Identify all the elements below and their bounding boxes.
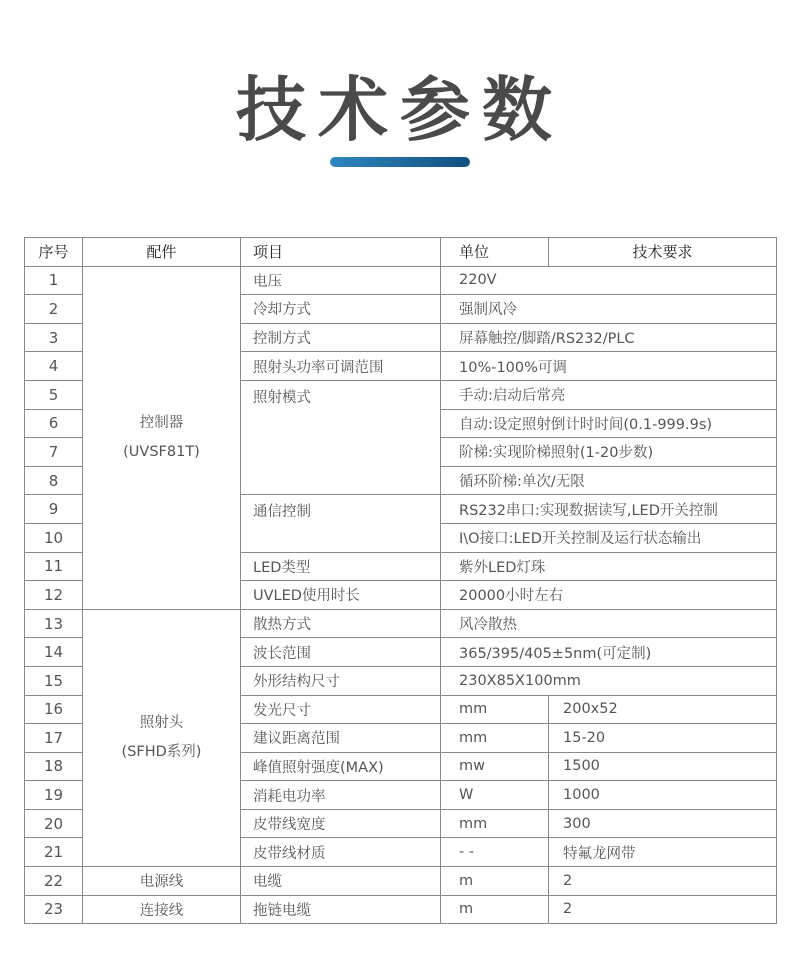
part-controller: [83, 266, 241, 609]
table-row: [25, 609, 777, 638]
header-part: 配件: [83, 238, 241, 267]
row-item: 波长范围: [241, 638, 441, 667]
row-value: 自动:设定照射倒计时时间(0.1-999.9s): [441, 409, 777, 438]
row-item: 建议距离范围: [241, 724, 441, 753]
row-unit: m: [441, 867, 549, 896]
row-item: 照射头功率可调范围: [241, 352, 441, 381]
row-value: 1000: [549, 781, 777, 810]
row-unit: mw: [441, 752, 549, 781]
row-index: 10: [25, 523, 83, 552]
row-value: 20000小时左右: [441, 581, 777, 610]
table-header-row: [25, 238, 777, 267]
row-value: 手动:启动后常亮: [441, 380, 777, 409]
row-index: 4: [25, 352, 83, 381]
row-index: 8: [25, 466, 83, 495]
row-value: 300: [549, 809, 777, 838]
row-index: 18: [25, 752, 83, 781]
row-index: 23: [25, 895, 83, 924]
row-index: 14: [25, 638, 83, 667]
part-name: 控制器: [139, 414, 184, 431]
row-value: 2: [549, 895, 777, 924]
row-value: 风冷散热: [441, 609, 777, 638]
part-model: (SFHD系列): [121, 743, 202, 760]
row-item: 冷却方式: [241, 295, 441, 324]
row-index: 11: [25, 552, 83, 581]
row-index: 3: [25, 323, 83, 352]
title-underline-accent: [330, 157, 470, 167]
row-unit: W: [441, 781, 549, 810]
row-index: 21: [25, 838, 83, 867]
row-unit: m: [441, 895, 549, 924]
row-item: 外形结构尺寸: [241, 666, 441, 695]
row-index: 1: [25, 266, 83, 295]
row-item: 电压: [241, 266, 441, 295]
header-unit: 单位: [441, 238, 549, 267]
row-index: 15: [25, 666, 83, 695]
row-index: 20: [25, 809, 83, 838]
row-index: 13: [25, 609, 83, 638]
row-value: 200x52: [549, 695, 777, 724]
row-unit: - -: [441, 838, 549, 867]
row-unit: mm: [441, 809, 549, 838]
row-item: 发光尺寸: [241, 695, 441, 724]
row-item: 消耗电功率: [241, 781, 441, 810]
part-link-cable: 连接线: [83, 895, 241, 924]
row-value: 230X85X100mm: [441, 666, 777, 695]
row-index: 19: [25, 781, 83, 810]
row-unit: mm: [441, 724, 549, 753]
row-index: 12: [25, 581, 83, 610]
row-item: LED类型: [241, 552, 441, 581]
spec-table: [24, 237, 777, 924]
row-item: 照射模式: [241, 380, 441, 494]
row-item: 皮带线宽度: [241, 809, 441, 838]
row-value: 220V: [441, 266, 777, 295]
table-row: [25, 895, 777, 924]
row-value: 365/395/405±5nm(可定制): [441, 638, 777, 667]
row-value: 循环阶梯:单次/无限: [441, 466, 777, 495]
header-item: 项目: [241, 238, 441, 267]
row-value: 屏幕触控/脚踏/RS232/PLC: [441, 323, 777, 352]
row-unit: mm: [441, 695, 549, 724]
row-value: I\O接口:LED开关控制及运行状态输出: [441, 523, 777, 552]
part-model: (UVSF81T): [123, 443, 200, 460]
row-value: 1500: [549, 752, 777, 781]
row-item: 通信控制: [241, 495, 441, 552]
header-index: 序号: [25, 238, 83, 267]
part-head: [83, 609, 241, 866]
table-row: [25, 266, 777, 295]
row-index: 2: [25, 295, 83, 324]
row-item: UVLED使用时长: [241, 581, 441, 610]
row-value: 特氟龙网带: [549, 838, 777, 867]
row-value: 强制风冷: [441, 295, 777, 324]
row-value: 阶梯:实现阶梯照射(1-20步数): [441, 438, 777, 467]
part-power-cable: 电源线: [83, 867, 241, 896]
row-index: 9: [25, 495, 83, 524]
row-index: 5: [25, 380, 83, 409]
row-value: RS232串口:实现数据读写,LED开关控制: [441, 495, 777, 524]
row-value: 15-20: [549, 724, 777, 753]
row-item: 电缆: [241, 867, 441, 896]
row-value: 10%-100%可调: [441, 352, 777, 381]
row-value: 紫外LED灯珠: [441, 552, 777, 581]
row-index: 22: [25, 867, 83, 896]
row-index: 6: [25, 409, 83, 438]
part-name: 照射头: [139, 714, 184, 731]
page-title: 技术参数: [236, 69, 564, 151]
row-index: 7: [25, 438, 83, 467]
row-index: 16: [25, 695, 83, 724]
row-value: 2: [549, 867, 777, 896]
table-row: [25, 867, 777, 896]
row-item: 控制方式: [241, 323, 441, 352]
row-item: 皮带线材质: [241, 838, 441, 867]
row-item: 峰值照射强度(MAX): [241, 752, 441, 781]
header-requirement: 技术要求: [549, 238, 777, 267]
row-item: 拖链电缆: [241, 895, 441, 924]
row-index: 17: [25, 724, 83, 753]
row-item: 散热方式: [241, 609, 441, 638]
